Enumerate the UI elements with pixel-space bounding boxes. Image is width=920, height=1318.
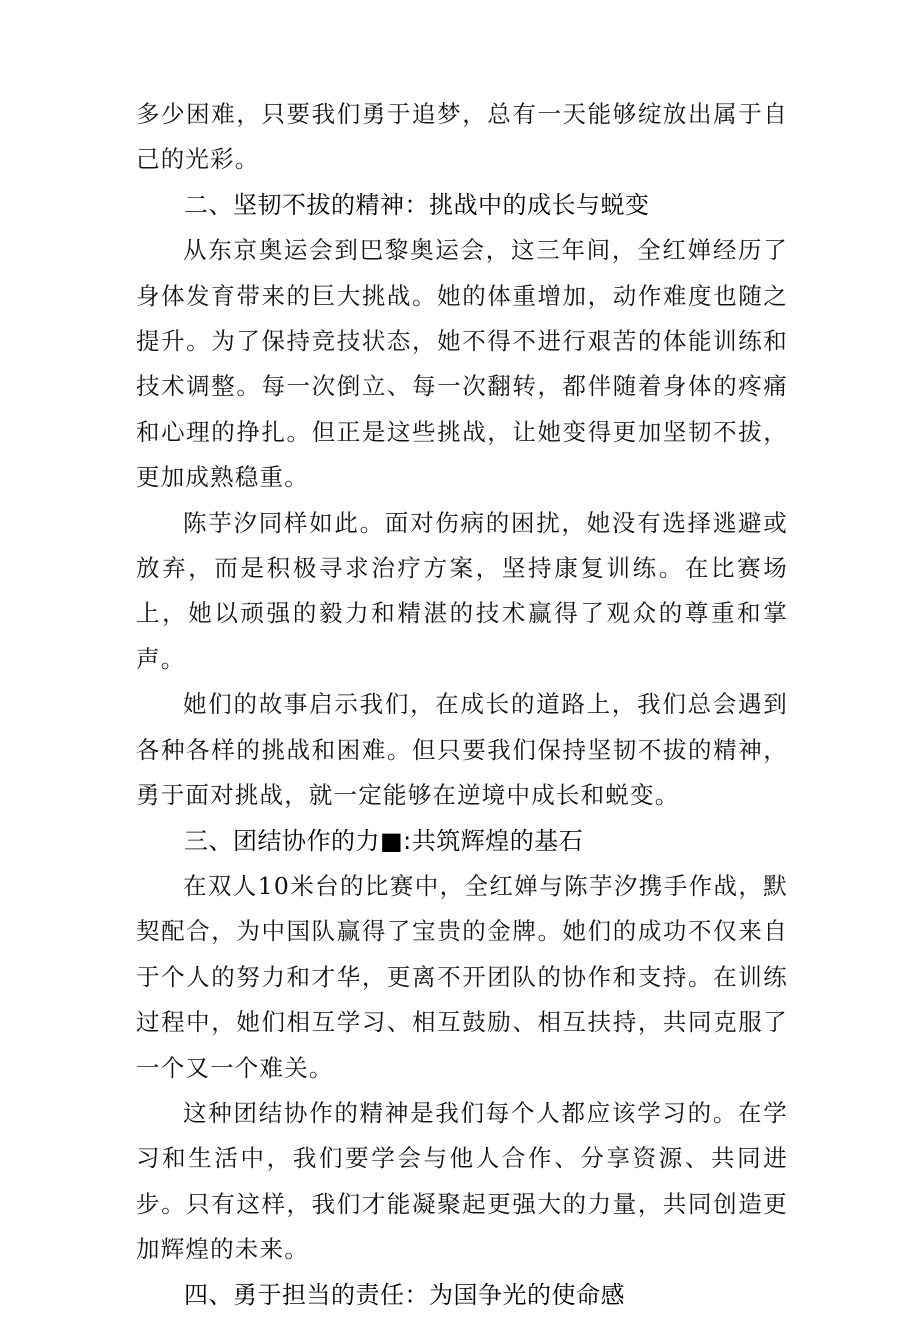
paragraph: 在双人10米台的比赛中，全红婵与陈芋汐携手作战，默契配合，为中国队赢得了宝贵的金牌。她们的成功不仅来自于个人的努力和才华，更离不开团队的协作和支持。在训练过程中，她们相互学习、相互鼓励、相互扶持，共同克服了一个又一个难关。 <box>136 871 788 1082</box>
paragraph: 陈芋汐同样如此。面对伤病的困扰，她没有选择逃避或放弃，而是积极寻求治疗方案，坚持康复训练。在比赛场上，她以顽强的毅力和精湛的技术赢得了观众的尊重和掌声。 <box>136 508 788 673</box>
paragraph: 从东京奥运会到巴黎奥运会，这三年间，全红婵经历了身体发育带来的巨大挑战。她的体重增加，动作难度也随之提升。为了保持竞技状态，她不得不进行艰苦的体能训练和技术调整。每一次倒立、每一次翻转，都伴随着身体的疼痛和心理的挣扎。但正是这些挑战，让她变得更加坚韧不拔，更加成熟稳重。 <box>136 236 788 492</box>
paragraph-continuation: 多少困难，只要我们勇于追梦，总有一天能够绽放出属于自己的光彩。 <box>136 100 788 174</box>
section-heading-4: 四、勇于担当的责任：为国争光的使命感 <box>184 1280 625 1309</box>
paragraph: 这种团结协作的精神是我们每个人都应该学习的。在学习和生活中，我们要学会与他人合作、分享资源、共同进步。只有这样，我们才能凝聚起更强大的力量，共同创造更加辉煌的未来。 <box>136 1098 788 1264</box>
document-body <box>136 92 788 1318</box>
paragraph: 她们的故事启示我们，在成长的道路上，我们总会遇到各种各样的挑战和困难。但只要我们保持坚韧不拔的精神，勇于面对挑战，就一定能够在逆境中成长和蜕变。 <box>136 690 788 810</box>
section-heading-2: 二、坚韧不拔的精神：挑战中的成长与蜕变 <box>184 190 650 219</box>
section-heading-3: 三、团结协作的力■:共筑辉煌的基石 <box>184 826 584 855</box>
